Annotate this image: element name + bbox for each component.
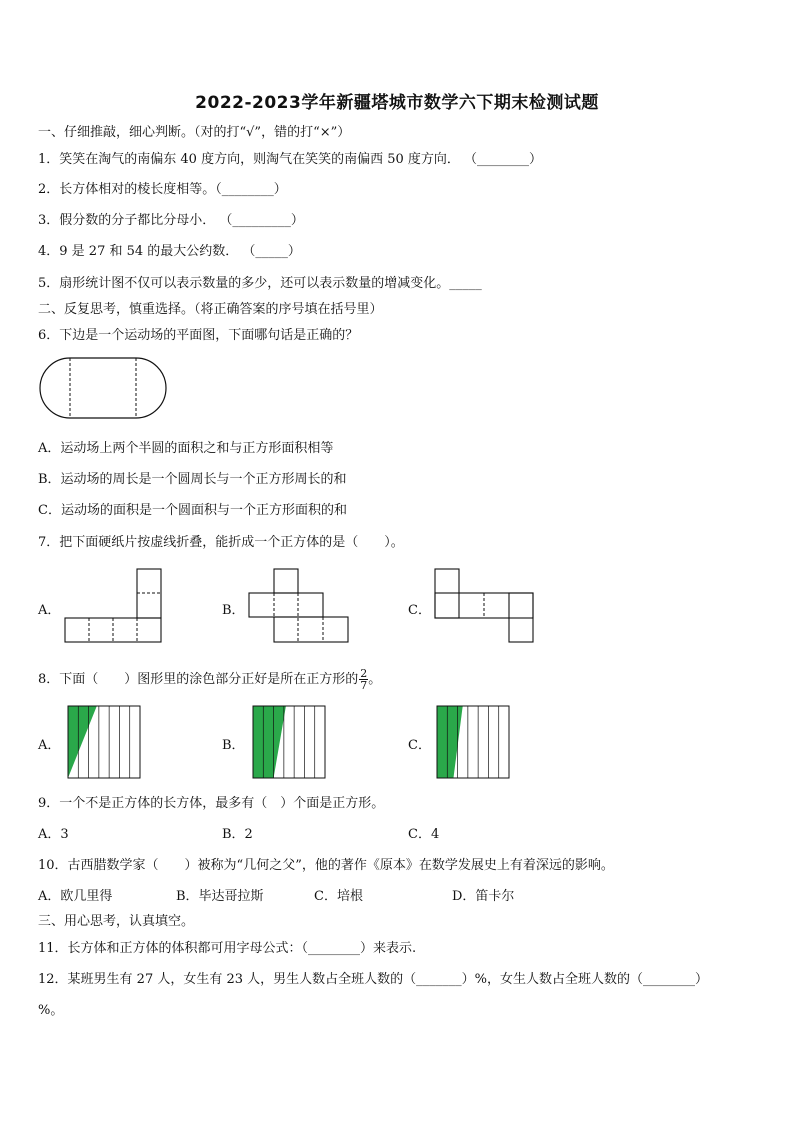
question-11: 11．长方体和正方体的体积都可用字母公式：（________）来表示. [38, 941, 417, 956]
q6-option-c: C．运动场的面积是一个圆面积与一个正方形面积的和 [38, 503, 347, 518]
q6-option-b: B．运动场的周长是一个圆周长与一个正方形周长的和 [38, 472, 347, 487]
q7-label-c: C． [408, 603, 431, 618]
q10-option-a: A．欧几里得 [38, 889, 113, 904]
shaded-region [253, 706, 286, 778]
question-12-tail: %。 [38, 1003, 64, 1018]
q10-option-c: C．培根 [314, 889, 363, 904]
q8-label-a: A． [38, 738, 61, 753]
shaded-region [68, 706, 97, 778]
question-1: 1．笑笑在淘气的南偏东 40 度方向，则淘气在笑笑的南偏西 50 度方向． （________） [38, 152, 543, 167]
shaded-square-b [252, 705, 326, 779]
cube-net-a [64, 568, 164, 644]
q10-option-b: B．毕达哥拉斯 [176, 889, 264, 904]
q6-option-a: A．运动场上两个半圆的面积之和与正方形面积相等 [38, 441, 334, 456]
section-3-heading: 三、用心思考，认真填空。 [38, 914, 195, 929]
cube-net-b [248, 568, 352, 644]
shaded-region [437, 706, 463, 778]
stadium-diagram [40, 356, 166, 420]
fraction-denominator: 7 [360, 679, 368, 692]
shaded-square-a [67, 705, 141, 779]
question-8-text: 8．下面（ ）图形里的涂色部分正好是所在正方形的 [38, 672, 359, 687]
q10-option-d: D．笛卡尔 [452, 889, 515, 904]
question-9: 9．一个不是正方体的长方体，最多有（ ）个面是正方形。 [38, 796, 385, 811]
q7-label-b: B． [222, 603, 245, 618]
fraction-numerator: 2 [360, 667, 368, 680]
question-4: 4．9 是 27 和 54 的最大公约数． （_____） [38, 244, 301, 259]
q7-label-a: A． [38, 603, 61, 618]
q9-option-b: B．2 [222, 827, 253, 842]
question-10: 10．古西腊数学家（ ）被称为“几何之父”，他的著作《原本》在数学发展史上有着深远的影响。 [38, 858, 614, 873]
question-12: 12．某班男生有 27 人，女生有 23 人，男生人数占全班人数的（_______）%，女生人数占全班人数的（________） [38, 972, 709, 987]
question-2: 2．长方体相对的棱长度相等。（________） [38, 182, 287, 197]
fraction-two-sevenths [359, 668, 368, 691]
section-2-heading: 二、反复思考，慎重选择。（将正确答案的序号填在括号里） [38, 302, 383, 317]
q9-option-c: C．4 [408, 827, 440, 842]
shaded-square-c [436, 705, 510, 779]
question-5: 5．扇形统计图不仅可以表示数量的多少，还可以表示数量的增减变化。_____ [38, 276, 482, 291]
question-6: 6．下边是一个运动场的平面图，下面哪句话是正确的？ [38, 328, 359, 343]
question-8 [38, 668, 381, 691]
q8-label-c: C． [408, 738, 431, 753]
question-3: 3．假分数的分子都比分母小． （_________） [38, 213, 304, 228]
page-title: 2022-2023学年新疆塔城市数学六下期末检测试题 [195, 93, 599, 113]
question-8-end: 。 [368, 672, 382, 687]
cube-net-c [434, 568, 538, 644]
q9-option-a: A．3 [38, 827, 69, 842]
q8-label-b: B． [222, 738, 245, 753]
question-7: 7．把下面硬纸片按虚线折叠，能折成一个正方体的是（ ）。 [38, 535, 404, 550]
section-1-heading: 一、仔细推敲，细心判断。（对的打“√”，错的打“×”） [38, 125, 351, 140]
